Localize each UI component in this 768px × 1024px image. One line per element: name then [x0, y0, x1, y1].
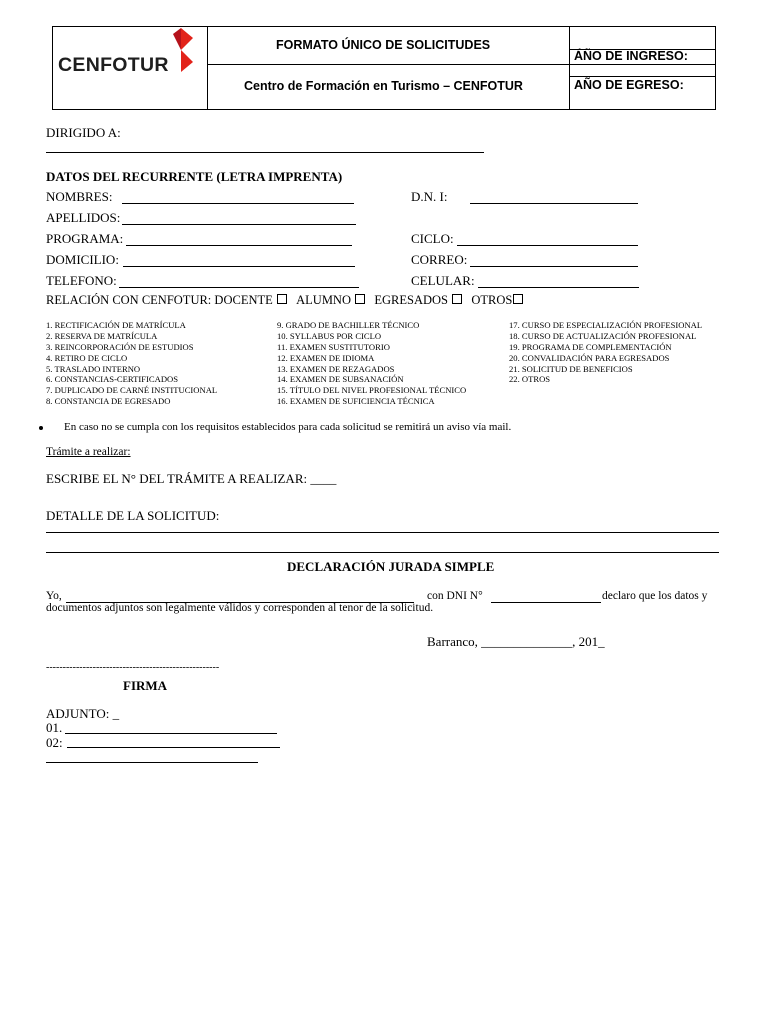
nombres-label: NOMBRES:	[46, 189, 113, 204]
tramite-item: 7. DUPLICADO DE CARNÉ INSTITUCIONAL	[46, 385, 218, 396]
adjunto-label: ADJUNTO: _	[46, 706, 120, 721]
tramite-item: 1. RECTIFICACIÓN DE MATRÍCULA	[46, 320, 186, 330]
tramite-item: 3. REINCORPORACIÓN DE ESTUDIOS	[46, 341, 194, 352]
tramite-item: 21. SOLICITUD DE BENEFICIOS	[509, 363, 633, 374]
declaracion-line2: documentos adjuntos son legalmente válidos y corresponden al tenor de la solicitud.	[46, 602, 434, 614]
firma-label: FIRMA	[123, 678, 168, 693]
dni-declarante-line[interactable]	[491, 602, 601, 603]
apellidos-label: APELLIDOS:	[46, 210, 121, 225]
tramites-col-2	[277, 320, 466, 407]
telefono-input-line[interactable]	[119, 287, 359, 288]
adjunto-input-line-2[interactable]	[67, 747, 280, 748]
tramite-item: 18. CURSO DE ACTUALIZACIÓN PROFESIONAL	[509, 330, 697, 341]
barranco-fecha: Barranco, ______________, 201_	[427, 634, 605, 649]
tramite-item: 17. CURSO DE ESPECIALIZACIÓN PROFESIONAL	[509, 320, 703, 330]
detalle-input-line[interactable]	[46, 532, 719, 533]
ciclo-label: CICLO:	[411, 231, 454, 246]
domicilio-label: DOMICILIO:	[46, 252, 119, 267]
celular-input-line[interactable]	[478, 287, 639, 288]
adjunto-input-line-3[interactable]	[46, 762, 258, 763]
dirigido-input-line[interactable]	[46, 152, 484, 153]
tramite-label: Trámite a realizar:	[46, 446, 131, 458]
tramite-item: 19. PROGRAMA DE COMPLEMENTACIÓN	[509, 341, 672, 352]
tramite-item: 10. SYLLABUS POR CICLO	[277, 330, 382, 341]
tramites-col-3	[509, 320, 702, 385]
logo-text: CENFOTUR	[58, 54, 169, 76]
header-divider	[569, 27, 570, 109]
tramite-item: 11. EXAMEN SUSTITUTORIO	[277, 341, 390, 352]
celular-label: CELULAR:	[411, 273, 475, 288]
relacion-option-docente: DOCENTE	[214, 293, 273, 307]
header-divider	[569, 76, 715, 77]
declaracion-title: DECLARACIÓN JURADA SIMPLE	[287, 559, 495, 574]
adjunto-input-line-1[interactable]	[65, 733, 277, 734]
correo-input-line[interactable]	[470, 266, 638, 267]
apellidos-input-line[interactable]	[122, 224, 356, 225]
otros-checkbox[interactable]	[513, 294, 523, 304]
tramite-item: 9. GRADO DE BACHILLER TÉCNICO	[277, 320, 420, 330]
adjunto-item-2: 02:	[46, 735, 63, 750]
declaracion-datos: declaro que los datos y	[602, 590, 708, 602]
telefono-label: TELEFONO:	[46, 273, 117, 288]
form-title: FORMATO ÚNICO DE SOLICITUDES	[276, 38, 491, 52]
relacion-label: RELACIÓN CON CENFOTUR:	[46, 293, 212, 307]
docente-checkbox[interactable]	[277, 294, 287, 304]
tramite-item: 15. TÍTULO DEL NIVEL PROFESIONAL TÉCNICO	[277, 385, 467, 396]
tramite-item: 4. RETIRO DE CICLO	[46, 352, 128, 363]
relacion-option-egresados: EGRESADOS	[374, 293, 448, 307]
egresados-checkbox[interactable]	[452, 294, 462, 304]
ciclo-input-line[interactable]	[457, 245, 638, 246]
header-divider	[207, 27, 208, 109]
tramite-item: 22. OTROS	[509, 374, 551, 385]
cenfotur-logo	[58, 26, 204, 86]
escribe-label: ESCRIBE EL N° DEL TRÁMITE A REALIZAR: ____	[46, 471, 337, 486]
aviso-text: En caso no se cumpla con los requisitos establecidos para cada solicitud se remitirá un aviso vía mail.	[64, 421, 512, 433]
header-divider	[207, 64, 715, 65]
relacion-option-otros: OTROS	[471, 293, 513, 307]
tramites-col-1	[46, 320, 217, 407]
tramite-item: 2. RESERVA DE MATRÍCULA	[46, 330, 158, 341]
egreso-label: AÑO DE EGRESO:	[574, 78, 684, 92]
programa-label: PROGRAMA:	[46, 231, 124, 246]
alumno-checkbox[interactable]	[355, 294, 365, 304]
tramite-item: 13. EXAMEN DE REZAGADOS	[277, 363, 395, 374]
firma-dashes: ----------------------------------------------------	[46, 662, 220, 673]
correo-label: CORREO:	[411, 252, 468, 267]
tramite-item: 16. EXAMEN DE SUFICIENCIA TÉCNICA	[277, 396, 435, 407]
tramite-item: 12. EXAMEN DE IDIOMA	[277, 352, 375, 363]
declaracion-dni: con DNI N°	[427, 590, 483, 602]
tramite-item: 8. CONSTANCIA DE EGRESADO	[46, 396, 171, 407]
declaracion-yo: Yo,	[46, 590, 62, 602]
dirigido-label: DIRIGIDO A:	[46, 125, 121, 140]
adjunto-item-1: 01.	[46, 720, 63, 735]
domicilio-input-line[interactable]	[123, 266, 355, 267]
tramite-item: 14. EXAMEN DE SUBSANACIÓN	[277, 374, 404, 385]
tramite-item: 20. CONVALIDACIÓN PARA EGRESADOS	[509, 352, 670, 363]
programa-input-line[interactable]	[126, 245, 352, 246]
nombres-input-line[interactable]	[122, 203, 354, 204]
bullet-icon	[39, 426, 43, 430]
ingreso-label: ÁÑO DE INGRESO:	[574, 49, 688, 63]
tramite-item: 5. TRASLADO INTERNO	[46, 363, 141, 374]
relacion-row	[46, 293, 523, 308]
detalle-input-line[interactable]	[46, 552, 719, 553]
logo-mark-icon	[171, 26, 199, 72]
recurrente-title: DATOS DEL RECURRENTE (LETRA IMPRENTA)	[46, 169, 343, 184]
institution-name: Centro de Formación en Turismo – CENFOTUR	[244, 79, 523, 93]
relacion-option-alumno: ALUMNO	[296, 293, 351, 307]
tramite-item: 6. CONSTANCIAS-CERTIFICADOS	[46, 374, 179, 385]
dni-label: D.N. I:	[411, 189, 448, 204]
dni-input-line[interactable]	[470, 203, 638, 204]
detalle-label: DETALLE DE LA SOLICITUD:	[46, 508, 220, 523]
